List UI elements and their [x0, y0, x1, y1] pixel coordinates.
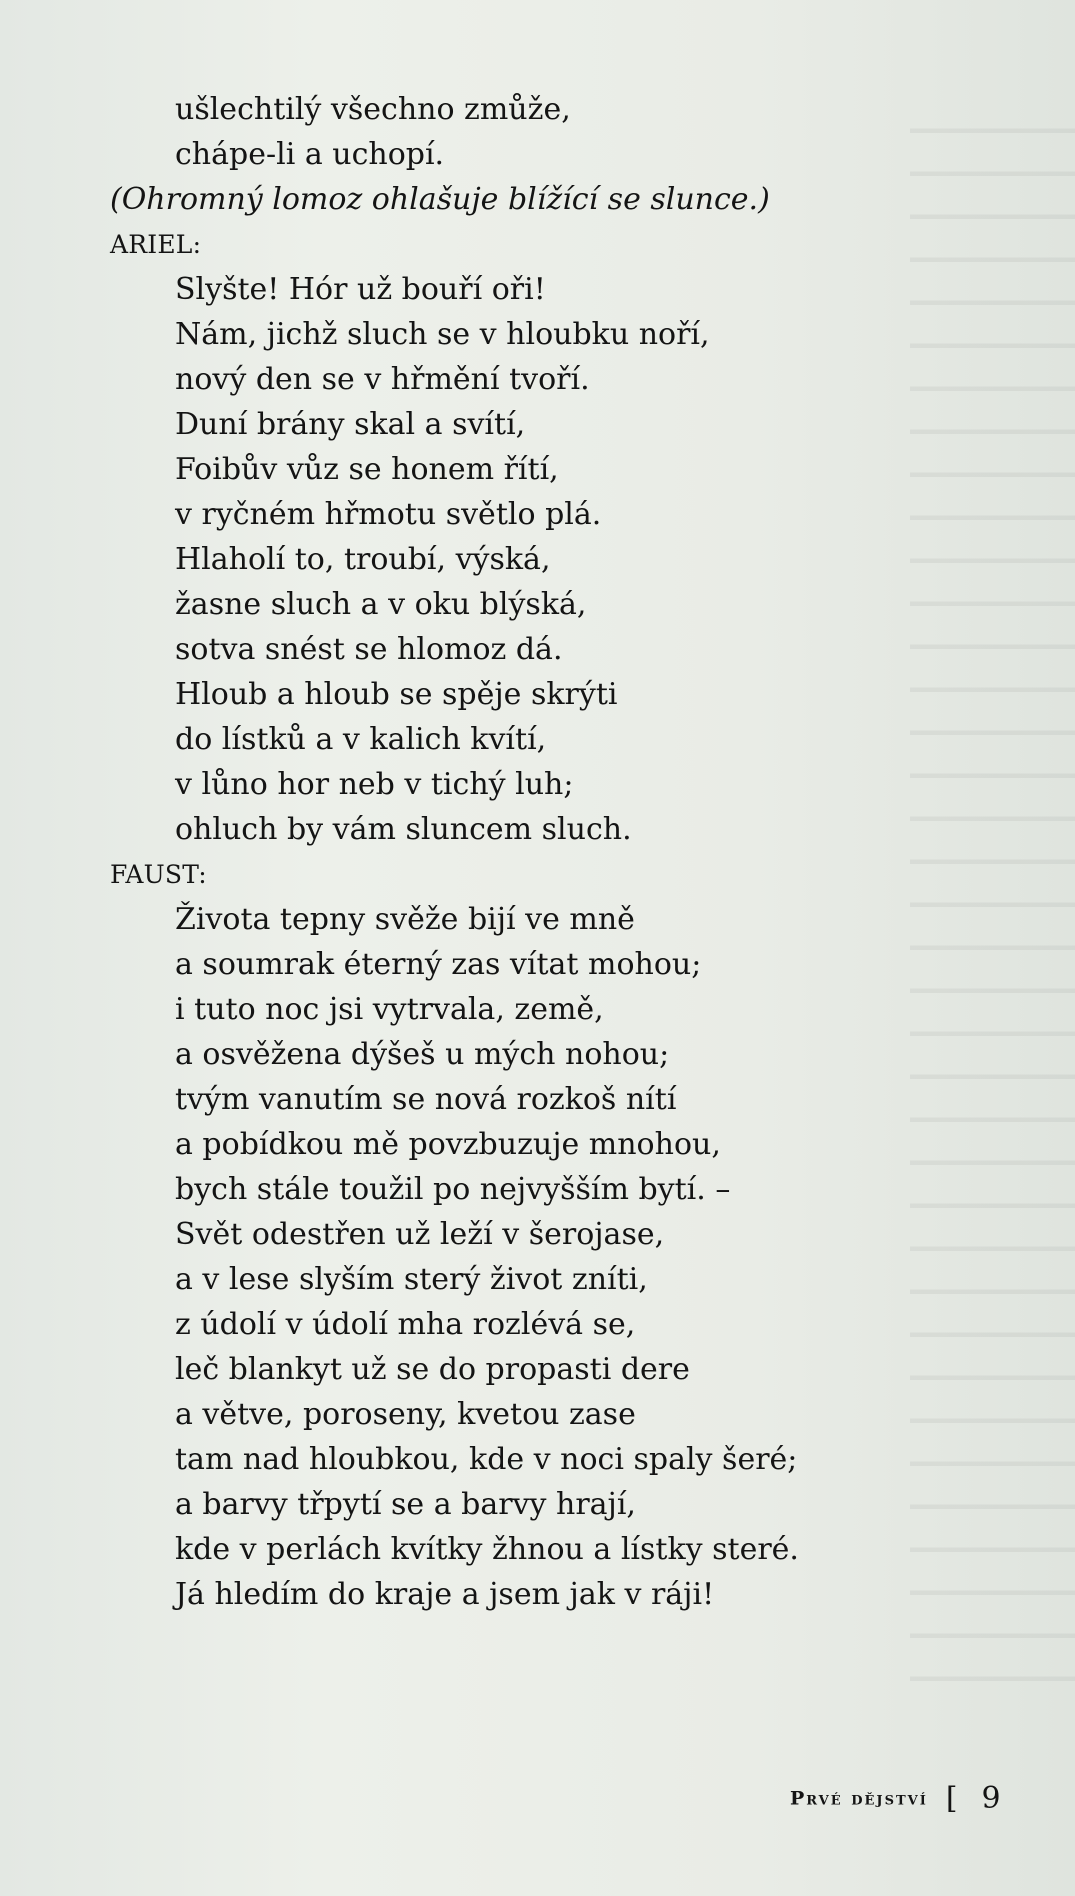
- verse-line: žasne sluch a v oku blýská,: [175, 587, 587, 622]
- verse-line: ušlechtilý všechno zmůže,: [175, 92, 571, 127]
- verse-line: ohluch by vám sluncem sluch.: [175, 812, 632, 847]
- page-number: 9: [981, 1781, 1001, 1816]
- verse-line: i tuto noc jsi vytrvala, země,: [175, 992, 604, 1027]
- verse-line: bych stále toužil po nejvyšším bytí. –: [175, 1172, 731, 1207]
- verse-line: Duní brány skal a svítí,: [175, 407, 526, 442]
- speaker-label: FAUST:: [110, 860, 207, 889]
- verse-line: a barvy třpytí se a barvy hrají,: [175, 1487, 636, 1522]
- poem-text: [110, 87, 960, 1617]
- verse-line: tvým vanutím se nová rozkoš nítí: [175, 1082, 677, 1117]
- verse-line: a větve, poroseny, kvetou zase: [175, 1397, 636, 1432]
- speaker-label: ARIEL:: [110, 230, 202, 259]
- verse-line: chápe-li a uchopí.: [175, 137, 445, 172]
- verse-line: Slyšte! Hór už bouří oři!: [175, 272, 546, 307]
- verse-line: leč blankyt už se do propasti dere: [175, 1352, 690, 1387]
- verse-line: tam nad hloubkou, kde v noci spaly šeré;: [175, 1442, 798, 1477]
- verse-line: Hlaholí to, troubí, výská,: [175, 542, 551, 577]
- verse-line: a osvěžena dýšeš u mých nohou;: [175, 1037, 670, 1072]
- verse-line: Svět odestřen už leží v šerojase,: [175, 1217, 665, 1252]
- verse-line: Foibův vůz se honem řítí,: [175, 452, 559, 487]
- page-footer: [790, 1781, 1040, 1821]
- verse-line: Hloub a hloub se spěje skrýti: [175, 677, 618, 712]
- running-head: Prvé dějství: [790, 1787, 928, 1810]
- verse-line: a v lese slyším sterý život zníti,: [175, 1262, 648, 1297]
- stage-direction: (Ohromný lomoz ohlašuje blížící se slunce.): [110, 182, 770, 217]
- verse-line: v lůno hor neb v tichý luh;: [175, 767, 574, 802]
- verse-line: Života tepny svěže bijí ve mně: [175, 902, 635, 937]
- verse-line: sotva snést se hlomoz dá.: [175, 632, 563, 667]
- verse-line: Nám, jichž sluch se v hloubku noří,: [175, 317, 710, 352]
- verse-line: nový den se v hřmění tvoří.: [175, 362, 590, 397]
- verse-line: a soumrak éterný zas vítat mohou;: [175, 947, 702, 982]
- page-number-bracket: [: [945, 1781, 958, 1816]
- verse-line: kde v perlách kvítky žhnou a lístky steré.: [175, 1532, 799, 1567]
- verse-line: Já hledím do kraje a jsem jak v ráji!: [175, 1577, 715, 1612]
- verse-line: v ryčném hřmotu světlo plá.: [175, 497, 602, 532]
- verse-line: a pobídkou mě povzbuzuje mnohou,: [175, 1127, 721, 1162]
- verse-line: z údolí v údolí mha rozlévá se,: [175, 1307, 636, 1342]
- verse-line: do lístků a v kalich kvítí,: [175, 722, 547, 757]
